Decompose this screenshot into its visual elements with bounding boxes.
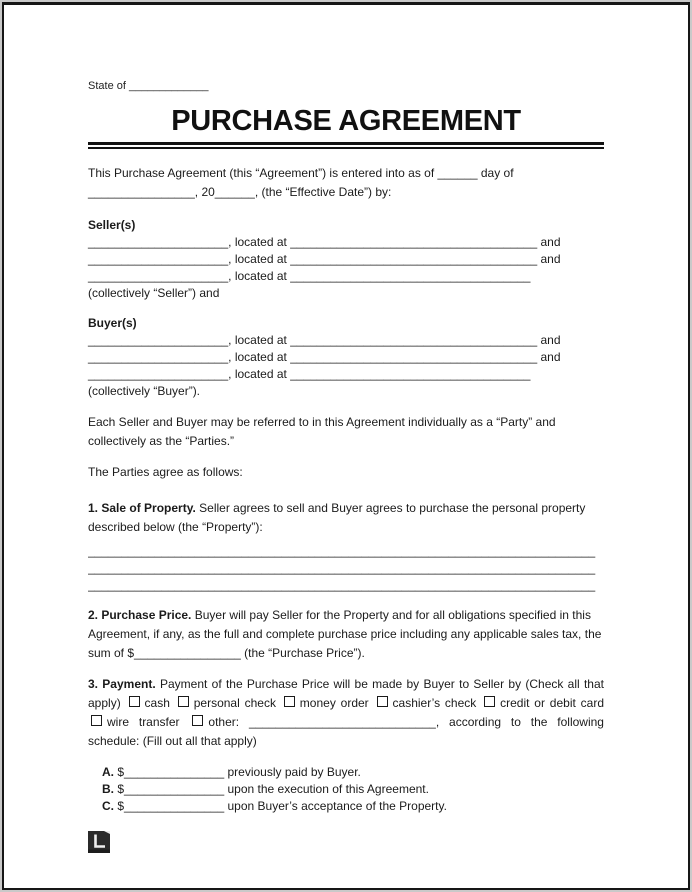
schedule-item-b bbox=[102, 781, 604, 798]
located-at-label: , located at bbox=[228, 269, 291, 283]
amount-blank: _______________ bbox=[124, 781, 225, 796]
other-method-blank: ____________________________ bbox=[248, 714, 436, 729]
seller-row bbox=[88, 234, 604, 251]
section-1-heading: 1. Sale of Property. bbox=[88, 501, 196, 516]
document-content bbox=[4, 5, 688, 853]
located-at-label: , located at bbox=[228, 234, 291, 249]
checkbox-icon[interactable] bbox=[178, 696, 189, 707]
checkbox-icon[interactable] bbox=[377, 696, 388, 707]
payment-schedule-lead-in: , according to the following schedule: (Fill out all that apply) bbox=[88, 714, 604, 748]
seller-address-blank: _____________________________________ bbox=[290, 234, 538, 249]
currency-symbol: $ bbox=[117, 798, 125, 813]
seller-name-blank: _____________________ bbox=[88, 269, 229, 283]
payment-option-label: money order bbox=[299, 695, 369, 710]
amount-blank: _______________ bbox=[124, 764, 225, 779]
section-payment bbox=[88, 675, 604, 751]
payment-option-label: credit or debit card bbox=[500, 695, 605, 710]
buyer-name-blank: _____________________ bbox=[88, 350, 229, 365]
located-at-label: , located at bbox=[228, 367, 291, 382]
section-2-heading: 2. Purchase Price. bbox=[88, 608, 192, 623]
buyer-name-blank: _____________________ bbox=[88, 333, 229, 348]
payment-option-other bbox=[189, 715, 239, 729]
payment-option-credit-or-debit-card bbox=[481, 696, 604, 710]
checkbox-icon[interactable] bbox=[91, 715, 102, 726]
checkbox-icon[interactable] bbox=[192, 715, 203, 726]
and-label: and bbox=[537, 333, 561, 348]
checkbox-icon[interactable] bbox=[484, 696, 495, 707]
buyer-collective-label: (collectively “Buyer”). bbox=[88, 384, 201, 399]
section-1-text: Seller agrees to sell and Buyer agrees to purchase the personal property described below (the “Property”): bbox=[88, 501, 586, 535]
currency-symbol: $ bbox=[117, 764, 125, 779]
section-3-intro: Payment of the Purchase Price will be made by Buyer to Seller by (Check all that apply) bbox=[88, 676, 604, 710]
buyer-name-blank: _____________________ bbox=[88, 367, 229, 382]
and-label: and bbox=[537, 251, 561, 266]
located-at-label: , located at bbox=[228, 251, 291, 266]
schedule-item-c bbox=[102, 798, 604, 815]
payment-option-wire-transfer bbox=[88, 715, 180, 729]
schedule-item-text: upon the execution of this Agreement. bbox=[227, 781, 429, 796]
buyer-row bbox=[88, 332, 604, 349]
buyer-heading: Buyer(s) bbox=[88, 316, 137, 331]
payment-option-cash bbox=[126, 696, 170, 710]
intro-paragraph: This Purchase Agreement (this “Agreement”) is entered into as of ______ day of ________________, 20______, (the “Effective Date”) by: bbox=[88, 166, 514, 199]
buyer-row bbox=[88, 349, 604, 366]
section-purchase-price bbox=[88, 606, 604, 663]
schedule-item-label: B. bbox=[102, 781, 114, 796]
payment-option-money-order bbox=[281, 696, 369, 710]
title-divider bbox=[88, 142, 604, 149]
schedule-item-text: upon Buyer’s acceptance of the Property. bbox=[227, 798, 447, 813]
seller-collective-label: (collectively “Seller”) and bbox=[88, 286, 220, 301]
legal-templates-logo-icon bbox=[88, 831, 110, 853]
seller-section bbox=[88, 217, 604, 302]
buyer-row bbox=[88, 366, 604, 383]
payment-option-label: other: bbox=[208, 714, 240, 729]
schedule-item-label: C. bbox=[102, 798, 114, 813]
agreement-lead-in: The Parties agree as follows: bbox=[88, 465, 243, 480]
buyer-section bbox=[88, 315, 604, 400]
section-2-text: Buyer will pay Seller for the Property and for all obligations specified in this Agreement, if any, as the full and complete purchase price including any applicable sales tax, the sum of $________________ (the “Purchase Price”). bbox=[88, 608, 602, 660]
schedule-item-a bbox=[102, 764, 604, 781]
currency-symbol: $ bbox=[117, 781, 125, 796]
seller-heading: Seller(s) bbox=[88, 217, 136, 232]
payment-option-label: cash bbox=[144, 695, 170, 710]
schedule-item-label: A. bbox=[102, 764, 114, 779]
buyer-address-blank: _____________________________________ bbox=[290, 333, 538, 348]
state-blank-field: _____________ bbox=[128, 80, 209, 92]
checkbox-icon[interactable] bbox=[129, 696, 140, 707]
divider-thin-line bbox=[88, 147, 604, 149]
schedule-item-text: previously paid by Buyer. bbox=[227, 764, 361, 779]
section-3-heading: 3. Payment. bbox=[88, 676, 156, 691]
payment-schedule-list bbox=[88, 764, 604, 815]
located-at-label: , located at bbox=[228, 333, 291, 348]
property-description-line: ____________________________________________________________________________ bbox=[88, 578, 596, 593]
checkbox-icon[interactable] bbox=[284, 696, 295, 707]
payment-option-label: wire transfer bbox=[107, 714, 180, 729]
seller-name-blank: _____________________ bbox=[88, 234, 229, 249]
buyer-address-blank: ____________________________________ bbox=[290, 367, 531, 382]
seller-row bbox=[88, 268, 604, 285]
property-description-line: ____________________________________________________________________________ bbox=[88, 543, 596, 558]
purchase-agreement-document bbox=[2, 2, 690, 890]
located-at-label: , located at bbox=[228, 350, 291, 365]
state-label: State of bbox=[88, 80, 129, 92]
payment-option-cashiers-check bbox=[374, 696, 477, 710]
seller-name-blank: _____________________ bbox=[88, 251, 229, 266]
amount-blank: _______________ bbox=[124, 798, 225, 813]
seller-address-blank: ____________________________________ bbox=[290, 269, 531, 283]
and-label: and bbox=[537, 350, 561, 365]
seller-address-blank: _____________________________________ bbox=[290, 251, 538, 266]
property-description-blanks bbox=[88, 543, 604, 594]
payment-option-label: cashier’s check bbox=[392, 695, 477, 710]
and-label: and bbox=[537, 234, 561, 249]
divider-thick-line bbox=[88, 142, 604, 145]
parties-paragraph: Each Seller and Buyer may be referred to in this Agreement individually as a “Party” and collectively as the “Parties.” bbox=[88, 415, 556, 449]
property-description-line: ____________________________________________________________________________ bbox=[88, 561, 596, 576]
seller-row bbox=[88, 251, 604, 268]
state-line bbox=[88, 79, 604, 93]
page-title: PURCHASE AGREEMENT bbox=[171, 105, 521, 137]
buyer-address-blank: _____________________________________ bbox=[290, 350, 538, 365]
section-sale-of-property bbox=[88, 499, 604, 537]
payment-option-label: personal check bbox=[193, 695, 276, 710]
payment-option-personal-check bbox=[175, 696, 276, 710]
